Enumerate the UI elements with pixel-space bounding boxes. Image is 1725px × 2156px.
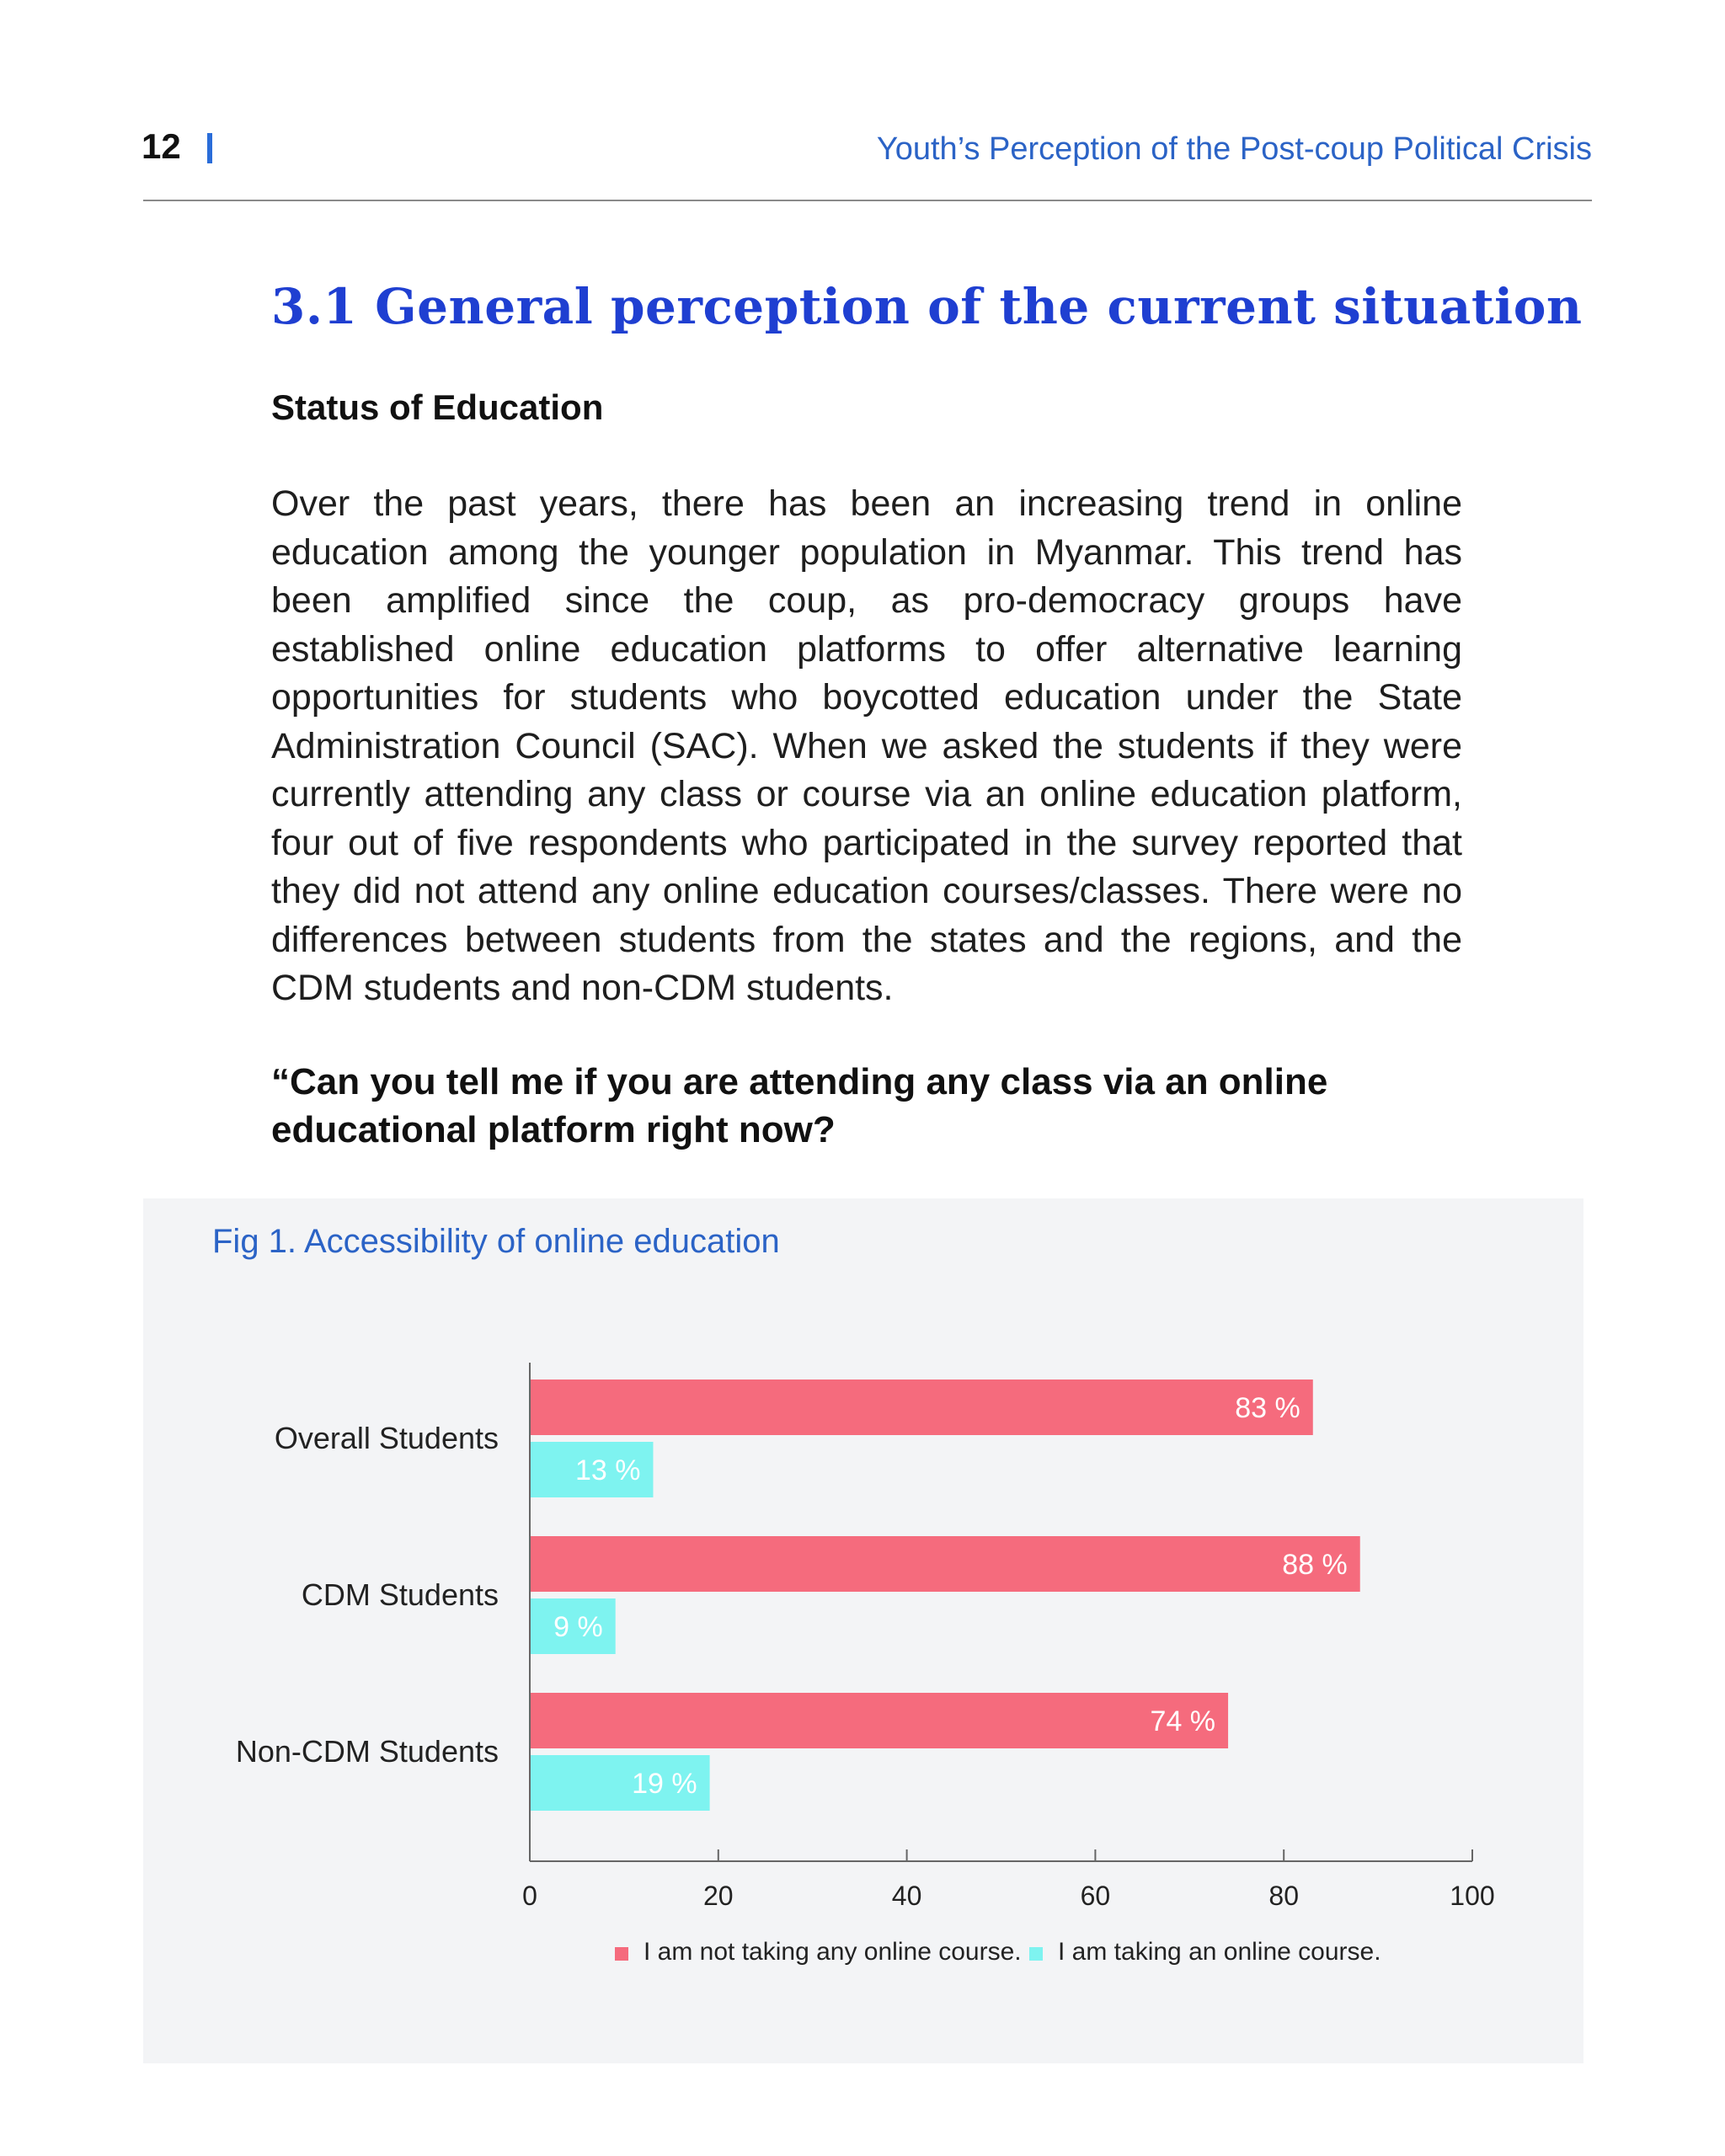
category-label: Overall Students <box>274 1421 499 1455</box>
x-tick-label: 80 <box>1268 1881 1299 1911</box>
legend-swatch-not-taking <box>615 1947 628 1961</box>
category-label: Non-CDM Students <box>235 1734 499 1769</box>
running-header-title: Youth’s Perception of the Post-coup Political Crisis <box>876 131 1592 167</box>
survey-question: “Can you tell me if you are attending any class via an online educational platform right now? <box>271 1061 1328 1150</box>
category-label: CDM Students <box>301 1577 499 1612</box>
x-tick-label: 60 <box>1080 1881 1111 1911</box>
legend-label: I am taking an online course. <box>1058 1938 1381 1966</box>
bar-data-label: 83 % <box>1235 1392 1300 1424</box>
bar-not-taking <box>531 1536 1360 1592</box>
bar-data-label: 19 % <box>632 1768 697 1800</box>
bar-data-label: 13 % <box>574 1454 641 1486</box>
figure-title: Fig 1. Accessibility of online education <box>212 1223 780 1260</box>
x-tick-label: 100 <box>1450 1881 1495 1911</box>
x-tick-label: 40 <box>891 1881 922 1911</box>
section-title: 3.1 General perception of the current situation <box>271 278 1583 335</box>
bar-data-label: 88 % <box>1282 1549 1348 1581</box>
x-tick-label: 0 <box>522 1881 537 1911</box>
page-number: 12 <box>142 126 181 166</box>
bar-data-label: 74 % <box>1150 1705 1216 1737</box>
bar-not-taking <box>531 1380 1313 1435</box>
subheading: Status of Education <box>271 387 604 427</box>
bar-not-taking <box>531 1693 1228 1748</box>
body-paragraph: Over the past years, there has been an increasing trend in online education among the younger population in Myanmar. This trend has been amplified since the coup, as pro-democracy groups have established online education platforms to offer alternative learning opportunities for students who boycotted education under the State Administration Council (SAC). When we asked the students if they were currently attending any class or course via an online education platform, four out of five respondents who participated in the survey reported that they did not attend any online education courses/classes. There were no differences between students from the states and the regions, and the CDM students and non-CDM students. <box>271 483 1462 1008</box>
legend-swatch-taking <box>1029 1947 1043 1961</box>
bar-data-label: 9 % <box>553 1611 603 1643</box>
legend-label: I am not taking any online course. <box>644 1938 1022 1966</box>
x-tick-label: 20 <box>703 1881 734 1911</box>
